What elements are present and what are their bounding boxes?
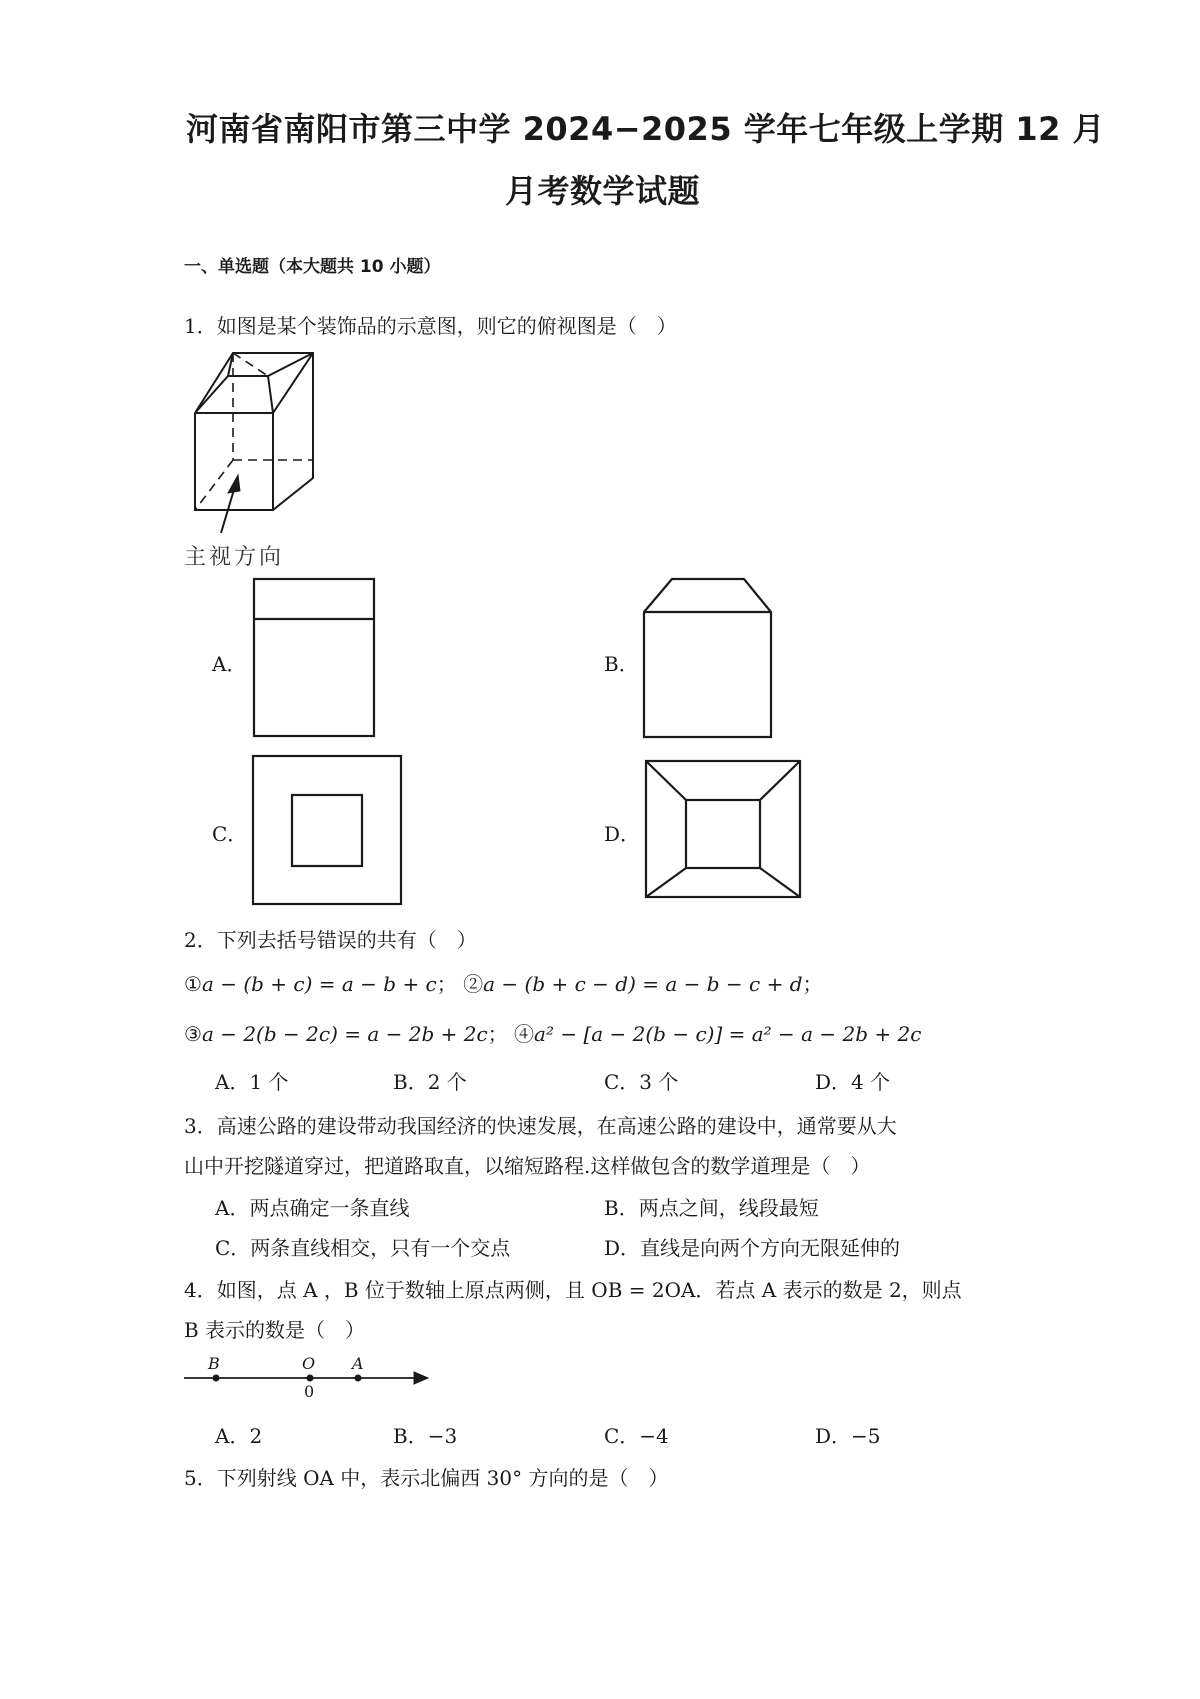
- q2-circled-2: ②: [463, 972, 484, 996]
- arrow-right-icon: [414, 1372, 428, 1384]
- q2-separator-3: ；: [487, 1022, 508, 1046]
- point-a: [355, 1375, 362, 1382]
- q2-expression-3: a − 2(b − 2c) = a − 2b + 2c: [201, 1022, 488, 1046]
- q1-figure-caption: 主视方向: [184, 545, 285, 570]
- question-4-stem-line2: B 表示的数是（ ）: [184, 1318, 366, 1342]
- question-3-stem-line1: 3．高速公路的建设带动我国经济的快速发展，在高速公路的建设中，通常要从大: [184, 1114, 897, 1138]
- q4-option-b: B．−3: [393, 1424, 458, 1448]
- axis-label-b: B: [208, 1354, 220, 1373]
- q2-option-d: D．4 个: [815, 1070, 891, 1094]
- point-o: [307, 1375, 314, 1382]
- q2-expression-2: a − (b + c − d) = a − b − c + d: [483, 972, 803, 996]
- q2-expression-1: a − (b + c) = a − b + c: [201, 972, 437, 996]
- axis-label-a: A: [352, 1354, 364, 1373]
- question-4-stem-line1: 4．如图，点 A ，B 位于数轴上原点两侧，且 OB = 2OA．若点 A 表示的数是 2，则点: [184, 1278, 962, 1302]
- axis-label-o: O: [302, 1354, 316, 1373]
- q4-option-d: D．−5: [815, 1424, 881, 1448]
- q3-option-d: D．直线是向两个方向无限延伸的: [604, 1236, 901, 1260]
- q2-option-b: B．2 个: [393, 1070, 467, 1094]
- q2-separator-1: ；: [436, 972, 457, 996]
- question-5-stem: 5．下列射线 OA 中，表示北偏西 30° 方向的是（ ）: [184, 1466, 669, 1490]
- q3-option-b: B．两点之间，线段最短: [604, 1196, 819, 1220]
- question-3-stem-line2: 山中开挖隧道穿过，把道路取直，以缩短路程.这样做包含的数学道理是（ ）: [184, 1154, 871, 1178]
- q1-option-c-label: C．: [212, 822, 248, 846]
- q3-option-c: C．两条直线相交，只有一个交点: [215, 1236, 511, 1260]
- page-title-line1: 河南省南阳市第三中学 2024−2025 学年七年级上学期 12 月: [186, 110, 1106, 148]
- point-b: [213, 1375, 220, 1382]
- q2-circled-4: ④: [514, 1022, 535, 1046]
- page-title-line2: 月考数学试题: [505, 172, 701, 210]
- q2-separator-2: ；: [802, 972, 823, 996]
- axis-label-zero: 0: [304, 1382, 315, 1401]
- question-2-stem: 2．下列去括号错误的共有（ ）: [184, 928, 477, 952]
- q3-option-a: A．两点确定一条直线: [215, 1196, 410, 1220]
- q2-circled-1: ①: [184, 972, 202, 996]
- q1-option-a-label: A．: [212, 652, 247, 676]
- section-heading: 一、单选题（本大题共 10 小题）: [184, 257, 441, 277]
- q4-option-c: C．−4: [604, 1424, 669, 1448]
- q2-option-a: A．1 个: [215, 1070, 289, 1094]
- q2-option-c: C．3 个: [604, 1070, 679, 1094]
- q1-option-b-label: B．: [604, 652, 639, 676]
- q2-circled-3: ③: [184, 1022, 202, 1046]
- q4-option-a: A．2: [215, 1424, 263, 1448]
- q2-expression-4: a² − [a − 2(b − c)] = a² − a − 2b + 2c: [534, 1022, 922, 1046]
- question-1-stem: 1．如图是某个装饰品的示意图，则它的俯视图是（ ）: [184, 314, 677, 338]
- q1-option-d-label: D．: [604, 822, 641, 846]
